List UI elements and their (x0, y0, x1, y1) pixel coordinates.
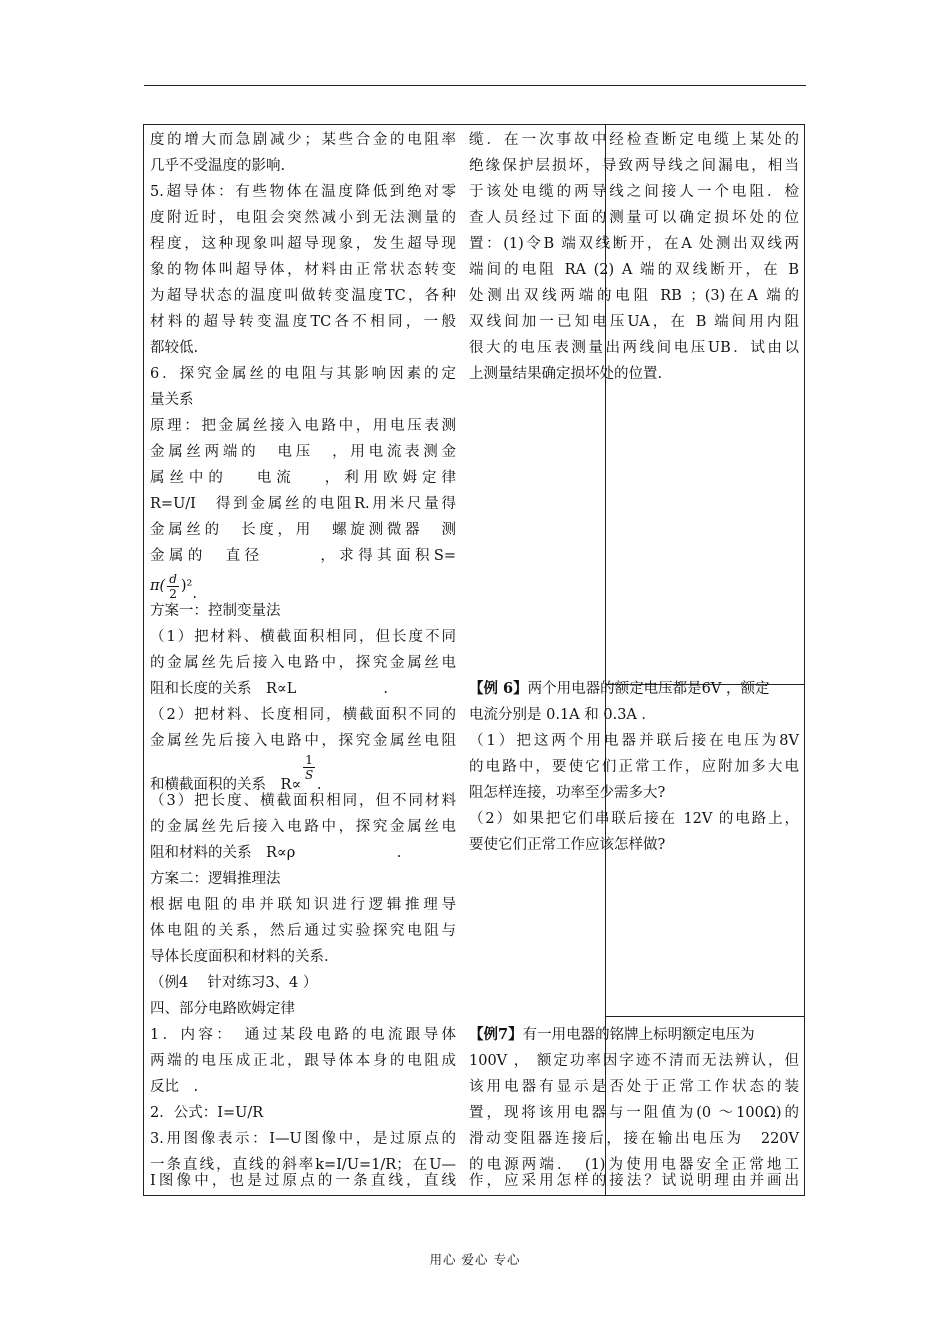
formula-pi: π( (150, 578, 166, 594)
text-line: 很大的电压表测量出两线间电压UB．试由以 (469, 340, 799, 356)
text-line: （1）把材料、横截面积相同，但长度不同 (150, 629, 456, 645)
formula-numerator: d (169, 571, 177, 586)
text-line: 几乎不受温度的影响. (150, 158, 286, 174)
example-6-line (469, 676, 769, 702)
text-line: 要使它们正常工作应该怎样做? (469, 837, 666, 853)
text-line: （3）把长度、横截面积相同，但不同材料 (150, 793, 456, 809)
text-line: 电流分别是 0.1A 和 0.3A ． (469, 707, 656, 723)
text-line: 作，应采用怎样的接法？试说明理由并画出 (469, 1173, 799, 1189)
example-6-tag: 【例 6】 (469, 680, 528, 697)
text-line: 3.用图像表示：I—U图像中，是过原点的 (150, 1131, 456, 1147)
text-segment: 有一用电器的铭牌上标明额定电压为 (522, 1027, 755, 1043)
text-line: 绝缘保护层损坏，导致两导线之间漏电，相当 (469, 158, 799, 174)
text-line: 金属丝的 长度，用 螺旋测微器 测 (150, 522, 456, 538)
text-line: 上测量结果确定损坏处的位置. (469, 366, 663, 382)
text-line: 该用电器有显示是否处于正常工作状态的装 (469, 1079, 799, 1095)
header-rule (144, 85, 806, 86)
text-line: 反比 . (150, 1079, 199, 1095)
text-line: （2）把材料、长度相同，横截面积不同的 (150, 707, 456, 723)
page-footer: 用心 爱心 专心 (429, 1252, 521, 1267)
example-7-tag: 【例7】 (469, 1026, 523, 1043)
fraction-denominator: S (304, 768, 314, 782)
inverse-area-fraction (303, 753, 315, 782)
text-line: 导体长度面积和材料的关系. (150, 949, 329, 965)
section-heading: 四、部分电路欧姆定律 (150, 1001, 295, 1017)
text-line: 程度，这种现象叫超导现象，发生超导现 (150, 236, 456, 252)
text-line: 金属丝两端的 电压 ，用电流表测金 (150, 444, 456, 460)
text-line: 方案一：控制变量法 (150, 603, 281, 619)
text-line: 原理：把金属丝接入电路中，用电压表测 (150, 418, 456, 434)
text-line: 一条直线，直线的斜率k=I/U=1/R；在U— (150, 1157, 456, 1173)
text-line: 象的物体叫超导体，材料由正常状态转变 (150, 262, 456, 278)
text-line: 的金属丝先后接入电路中，探究金属丝电 (150, 655, 456, 671)
text-line: 置，现将该用电器与一阻值为(0 ～100Ω)的 (469, 1105, 799, 1121)
text-line: （1）把这两个用电器并联后接在电压为8V (469, 733, 799, 749)
text-line: 属丝中的 电流 ，利用欧姆定律 (150, 470, 456, 486)
text-segment: 和横截面积的关系 R∝ (150, 777, 302, 793)
text-line: 阻怎样连接，功率至少需多大? (469, 785, 666, 801)
content-table (143, 124, 805, 1196)
text-line: （例4 针对练习3、4 ） (150, 975, 318, 991)
text-line: 查人员经过下面的测量可以确定损坏处的位 (469, 210, 799, 226)
text-line: 量关系 (150, 392, 194, 408)
text-line: 阻和材料的关系 R∝ρ . (150, 845, 402, 861)
text-line: 100V ， 额定功率因字迹不清而无法辨认，但 (469, 1053, 799, 1069)
text-line: I图像中，也是过原点的一条直线，直线 (150, 1173, 456, 1189)
example-7-line (469, 1022, 755, 1048)
text-line: 方案二：逻辑推理法 (150, 871, 281, 887)
text-line: 置：(1)令B 端双线断开，在A 处测出双线两 (469, 236, 799, 252)
text-line: 的电源两端． (1)为使用电器安全正常地工 (469, 1157, 799, 1173)
text-segment: 两个用电器的额定电压都是6V ，额定 (527, 681, 770, 697)
text-line: 5.超导体：有些物体在温度降低到绝对零 (150, 184, 456, 200)
row-divider (605, 1016, 805, 1017)
text-line: 2．公式：I=U/R (150, 1105, 264, 1121)
text-line: 为超导状态的温度叫做转变温度TC，各种 (150, 288, 456, 304)
text-line: R=U/I 得到金属丝的电阻R.用米尺量得 (150, 496, 456, 512)
text-segment: . (316, 777, 322, 793)
text-line: 端间的电阻 RA (2) A 端的双线断开，在 B (469, 262, 799, 278)
text-line: 处测出双线两端的电阻 RB ；(3)在A 端的 (469, 288, 799, 304)
text-line: 体电阻的关系，然后通过实验探究电阻与 (150, 923, 456, 939)
text-line: （2）如果把它们串联后接在 12V 的电路上， (469, 811, 799, 827)
text-line: 1．内容： 通过某段电路的电流跟导体 (150, 1027, 456, 1043)
text-line: 度附近时，电阻会突然减小到无法测量的 (150, 210, 456, 226)
text-line: 缆．在一次事故中经检查断定电缆上某处的 (469, 132, 799, 148)
text-line: 材料的超导转变温度TC各不相同，一般 (150, 314, 456, 330)
formula-fraction (167, 572, 179, 601)
text-line: 根据电阻的串并联知识进行逻辑推理导 (150, 897, 456, 913)
text-line: 金属丝先后接入电路中，探究金属丝电阻 (150, 733, 456, 749)
formula-exponent: )² (180, 578, 193, 594)
text-line: 滑动变阻器连接后，接在输出电压为 220V (469, 1131, 799, 1147)
formula-period: . (192, 586, 197, 602)
text-line: 都较低. (150, 340, 199, 356)
text-line: 于该处电缆的两导线之间接人一个电阻．检 (469, 184, 799, 200)
text-line: 阻和长度的关系 R∝L . (150, 681, 388, 697)
text-line: 双线间加一已知电压UA，在 B 端间用内阻 (469, 314, 799, 330)
text-line: 金属的 直径 ，求得其面积S= (150, 548, 456, 564)
text-line: 的电路中，要使它们正常工作，应附加多大电 (469, 759, 799, 775)
text-line: 的金属丝先后接入电路中，探究金属丝电 (150, 819, 456, 835)
text-line: 6．探究金属丝的电阻与其影响因素的定 (150, 366, 456, 382)
text-line: 度的增大而急剧减少；某些合金的电阻率 (150, 132, 456, 148)
formula-denominator: 2 (169, 586, 177, 601)
fraction-numerator: 1 (305, 753, 313, 767)
text-line: 两端的电压成正北，跟导体本身的电阻成 (150, 1053, 456, 1069)
